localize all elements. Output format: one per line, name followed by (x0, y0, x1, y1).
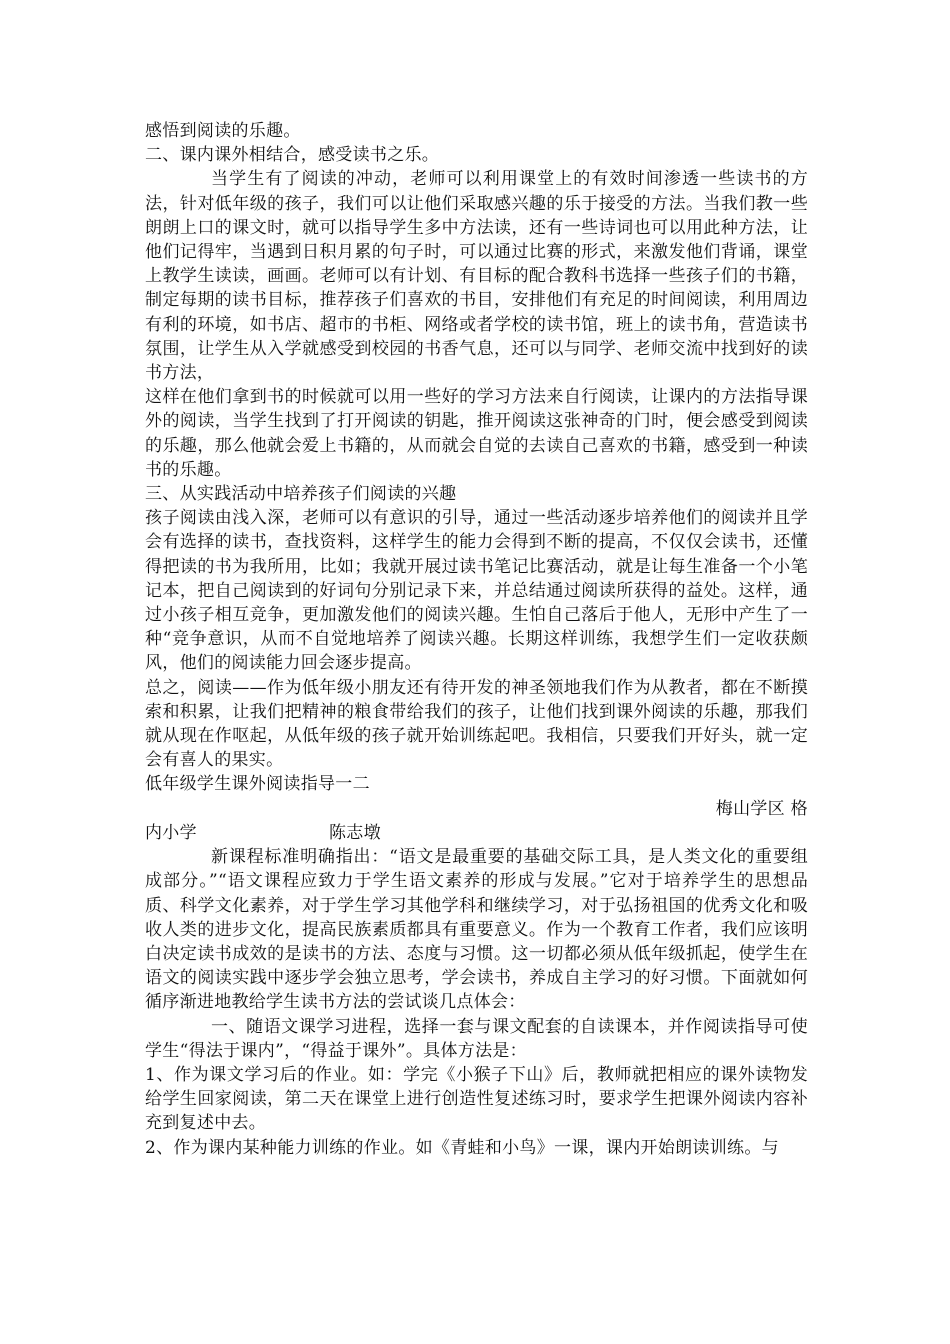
paragraph: 当学生有了阅读的冲动，老师可以利用课堂上的有效时间渗透一些读书的方法，针对低年级的孩子，我们可以让他们采取感兴趣的乐于接受的方法。当我们教一些朗朗上口的课文时，就可以指导学生多中方法读，还有一些诗词也可以用此种方法，让他们记得牢，当遇到日积月累的句子时，可以通过比赛的形式，来激发他们背诵，课堂上教学生读读，画画。老师可以有计划、有目标的配合教科书选择一些孩子们的书籍，制定每期的读书目标，推荐孩子们喜欢的书目，安排他们有充足的时间阅读，利用周边有利的环境，如书店、超市的书柜、网络或者学校的读书馆，班上的读书角，营造读书氛围，让学生从入学就感受到校园的书香气息，还可以与同学、老师交流中找到好的读书方法， (145, 169, 808, 384)
article-title: 低年级学生课外阅读指导一二 (145, 774, 370, 795)
author-line (145, 821, 808, 845)
author-school: 内小学 (145, 822, 197, 843)
list-item: 1、作为课文学习后的作业。如：学完《小猴子下山》后，教师就把相应的课外读物发给学生回家阅读，第二天在课堂上进行创造性复述练习时，要求学生把课外阅读内容补充到复述中去。 (145, 1064, 808, 1134)
paragraph: 感悟到阅读的乐趣。 (145, 121, 301, 141)
paragraph: 一、随语文课学习进程，选择一套与课文配套的自读课本，并作阅读指导可使学生“得法于课内”，“得益于课外”。具体方法是： (145, 1016, 808, 1061)
paragraph: 新课程标准明确指出：“语文是最重要的基础交际工具，是人类文化的重要组成部分。”“语文课程应致力于学生语文素养的形成与发展。”它对于培养学生的思想品质、科学文化素养，对于学生学习其他学科和继续学习，对于弘扬祖国的优秀文化和吸收人类的进步文化，提高民族素质都具有重要意义。作为一个教育工作者，我们应该明白决定读书成效的是读书的方法、态度与习惯。这一切都必须从低年级抓起，使学生在语文的阅读实践中逐步学会独立思考，学会读书，养成自主学习的好习惯。下面就如何循序渐进地教给学生读书方法的尝试谈几点体会： (145, 847, 808, 1013)
document-body (145, 119, 808, 1160)
author-affiliation: 梅山学区 格 (715, 798, 808, 819)
paragraph: 这样在他们拿到书的时候就可以用一些好的学习方法来自行阅读，让课内的方法指导课外的阅读，当学生找到了打开阅读的钥匙，推开阅读这张神奇的门时，便会感受到阅读的乐趣，那么他就会爱上书籍的，从而就会自觉的去读自己喜欢的书籍，感受到一种读书的乐趣。 (145, 387, 808, 480)
author-name: 陈志墩 (329, 822, 381, 843)
paragraph: 孩子阅读由浅入深，老师可以有意识的引导，通过一些活动逐步培养他们的阅读并且学会有选择的读书，查找资料，这样学生的能力会得到不断的提高，不仅仅会读书，还懂得把读的书为我所用，比如；我就开展过读书笔记比赛活动，就是让每生准备一个小笔记本，把自己阅读到的好词句分别记录下来，并总结通过阅读所获得的益处。这样，通过小孩子相互竞争，更加激发他们的阅读兴趣。生怕自己落后于他人，无形中产生了一种“竞争意识，从而不自觉地培养了阅读兴趣。长期这样训练，我想学生们一定收获颇风，他们的阅读能力回会逐步提高。 (145, 508, 808, 674)
paragraph: 总之，阅读——作为低年级小朋友还有待开发的神圣领地我们作为从教者，都在不断摸索和积累，让我们把精神的粮食带给我们的孩子，让他们找到课外阅读的乐趣，那我们就从现在作呕起，从低年级的孩子就开始训练起吧。我相信，只要我们开好头，就一定会有喜人的果实。 (145, 677, 808, 771)
section-heading: 二、课内课外相结合，感受读书之乐。 (145, 145, 440, 166)
section-heading: 三、从实践活动中培养孩子们阅读的兴趣 (145, 484, 457, 505)
list-item: 2、作为课内某种能力训练的作业。如《青蛙和小鸟》一课，课内开始朗读训练。与 (145, 1137, 779, 1158)
